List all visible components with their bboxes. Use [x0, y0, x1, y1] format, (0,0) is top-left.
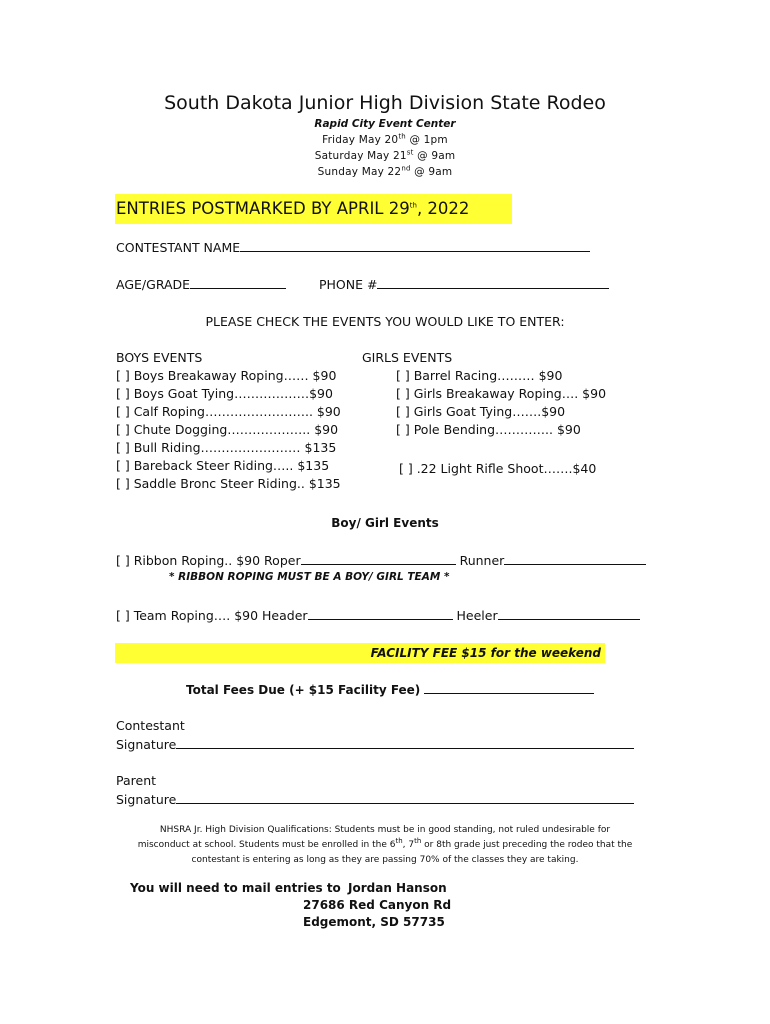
mailing-name: Jordan Hanson — [348, 881, 447, 895]
qualifications-line-1: NHSRA Jr. High Division Qualifications: Students must be in good standing, not ruled undesirable for — [159, 825, 611, 835]
parent-signature-line[interactable] — [176, 792, 634, 804]
total-fees-field[interactable]: Total Fees Due (+ $15 Facility Fee) — [186, 682, 594, 697]
contestant-signature-line[interactable] — [176, 737, 634, 749]
ribbon-roping-note: * RIBBON ROPING MUST BE A BOY/ GIRL TEAM * — [169, 571, 450, 583]
event-option[interactable]: [ ] Calf Roping…………………….. $90 — [116, 404, 341, 419]
event-option[interactable]: [ ] Saddle Bronc Steer Riding.. $135 — [116, 476, 341, 491]
mailing-intro: You will need to mail entries to — [130, 881, 341, 895]
event-option[interactable]: [ ] Barrel Racing……… $90 — [396, 368, 563, 383]
roper-line[interactable] — [301, 553, 456, 565]
rifle-shoot-option[interactable]: [ ] .22 Light Rifle Shoot…….$40 — [399, 461, 597, 476]
qualifications-line-2: misconduct at school. Students must be enrolled in the 6th, 7th or 8th grade just preceding the rodeo that the — [137, 837, 633, 850]
girls-events-list — [396, 367, 606, 439]
venue-name: Rapid City Event Center — [314, 118, 456, 130]
page-title: South Dakota Junior High Division State Rodeo — [164, 92, 606, 114]
event-option[interactable]: [ ] Bull Riding…………………… $135 — [116, 440, 337, 455]
parent-signature-label: Parent — [116, 773, 157, 788]
age-grade-line[interactable] — [190, 277, 286, 289]
mailing-city: Edgemont, SD 57735 — [303, 915, 445, 929]
event-date-sunday: Sunday May 22nd @ 9am — [317, 164, 453, 178]
event-option[interactable]: [ ] Chute Dogging……………….. $90 — [116, 422, 339, 437]
event-date-saturday: Saturday May 21st @ 9am — [314, 148, 456, 162]
parent-signature-field[interactable]: Signature — [116, 792, 634, 807]
contestant-name-field[interactable]: CONTESTANT NAME — [116, 240, 590, 255]
team-roping-option[interactable]: [ ] Team Roping…. $90 Header Heeler — [116, 608, 640, 623]
entry-deadline: ENTRIES POSTMARKED BY APRIL 29th, 2022 — [115, 194, 512, 224]
ribbon-roping-option[interactable]: [ ] Ribbon Roping.. $90 Roper Runner — [116, 553, 646, 568]
contestant-signature-label: Contestant — [116, 718, 185, 733]
boys-events-list — [116, 349, 341, 493]
event-option[interactable]: [ ] Bareback Steer Riding….. $135 — [116, 458, 330, 473]
boy-girl-events-heading: Boy/ Girl Events — [331, 516, 439, 530]
phone-field[interactable]: PHONE # — [319, 277, 609, 292]
event-instruction: PLEASE CHECK THE EVENTS YOU WOULD LIKE TO ENTER: — [205, 314, 565, 329]
event-option[interactable]: [ ] Girls Goat Tying…….$90 — [396, 404, 566, 419]
qualifications-line-3: contestant is entering as long as they are passing 70% of the classes they are taking. — [191, 855, 579, 865]
event-option[interactable]: [ ] Boys Goat Tying………………$90 — [116, 386, 333, 401]
header-line[interactable] — [308, 608, 453, 620]
mailing-street: 27686 Red Canyon Rd — [303, 898, 452, 912]
girls-events-heading: GIRLS EVENTS — [362, 350, 453, 365]
event-option[interactable]: [ ] Boys Breakaway Roping…… $90 — [116, 368, 337, 383]
total-fees-line[interactable] — [424, 682, 594, 694]
contestant-name-line[interactable] — [240, 240, 590, 252]
boys-events-heading: BOYS EVENTS — [116, 350, 203, 365]
event-option[interactable]: [ ] Girls Breakaway Roping…. $90 — [396, 386, 607, 401]
facility-fee-banner: FACILITY FEE $15 for the weekend — [115, 643, 605, 663]
phone-line[interactable] — [377, 277, 609, 289]
event-option[interactable]: [ ] Pole Bending………….. $90 — [396, 422, 581, 437]
heeler-line[interactable] — [498, 608, 640, 620]
runner-line[interactable] — [504, 553, 646, 565]
contestant-signature-field[interactable]: Signature — [116, 737, 634, 752]
event-date-friday: Friday May 20th @ 1pm — [322, 132, 448, 146]
age-grade-field[interactable]: AGE/GRADE — [116, 277, 286, 292]
